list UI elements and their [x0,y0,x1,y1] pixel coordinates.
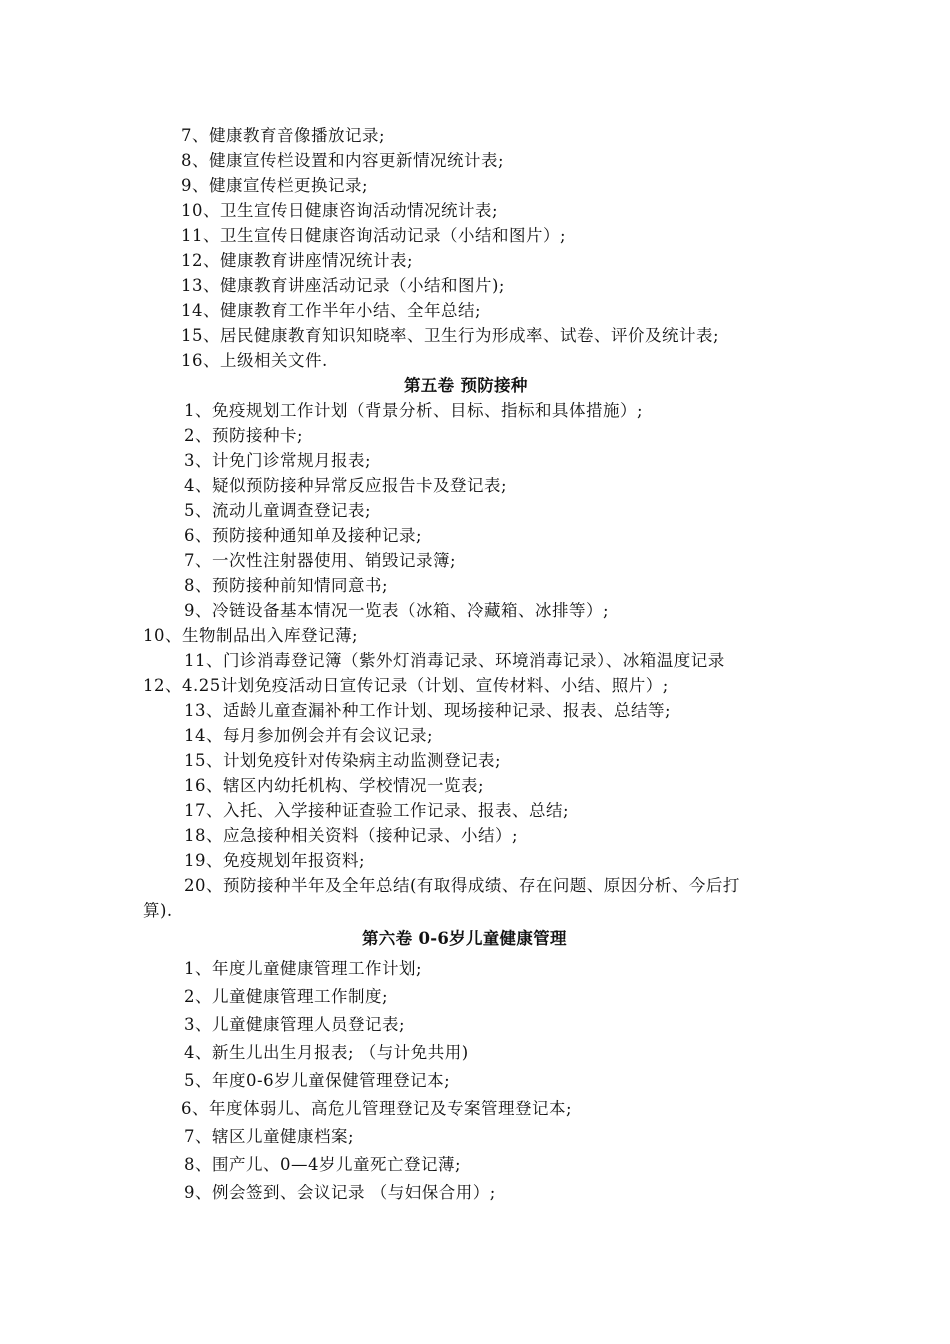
list-item: 5、年度0-6岁儿童保健管理登记本; [184,1071,451,1090]
list-item: 1、年度儿童健康管理工作计划; [184,959,423,978]
list-item: 10、生物制品出入库登记薄; [143,626,359,645]
section-heading-vaccination: 第五卷 预防接种 [404,376,528,395]
list-item: 2、儿童健康管理工作制度; [184,987,389,1006]
list-item: 6、预防接种通知单及接种记录; [184,526,423,545]
list-item: 17、入托、入学接种证查验工作记录、报表、总结; [184,801,570,820]
list-item: 13、健康教育讲座活动记录（小结和图片); [181,276,505,295]
list-item: 4、疑似预防接种异常反应报告卡及登记表; [184,476,508,495]
list-item: 3、计免门诊常规月报表; [184,451,372,470]
list-item: 4、新生儿出生月报表; （与计免共用) [184,1043,469,1062]
list-item: 12、健康教育讲座情况统计表; [181,251,414,270]
list-item: 9、冷链设备基本情况一览表（冰箱、冷藏箱、冰排等）; [184,601,610,620]
list-item: 15、计划免疫针对传染病主动监测登记表; [184,751,502,770]
list-item: 5、流动儿童调查登记表; [184,501,372,520]
list-item: 8、健康宣传栏设置和内容更新情况统计表; [181,151,505,170]
list-item: 18、应急接种相关资料（接种记录、小结）; [184,826,519,845]
list-item: 14、健康教育工作半年小结、全年总结; [181,301,482,320]
list-item: 16、辖区内幼托机构、学校情况一览表; [184,776,485,795]
list-item: 7、辖区儿童健康档案; [184,1127,355,1146]
list-item: 8、围产儿、0—4岁儿童死亡登记薄; [184,1155,462,1174]
list-item: 15、居民健康教育知识知晓率、卫生行为形成率、试卷、评价及统计表; [181,326,720,345]
list-item: 9、例会签到、会议记录 （与妇保合用）; [184,1183,496,1202]
list-item: 19、免疫规划年报资料; [184,851,366,870]
list-item: 14、每月参加例会并有会议记录; [184,726,434,745]
list-item: 20、预防接种半年及全年总结(有取得成绩、存在问题、原因分析、今后打 [184,876,740,895]
list-item: 1、免疫规划工作计划（背景分析、目标、指标和具体措施）; [184,401,644,420]
list-item: 8、预防接种前知情同意书; [184,576,389,595]
list-item: 3、儿童健康管理人员登记表; [184,1015,406,1034]
list-item: 2、预防接种卡; [184,426,304,445]
list-item: 11、卫生宣传日健康咨询活动记录（小结和图片）; [181,226,567,245]
list-item-continuation: 算). [143,901,173,920]
list-item: 11、门诊消毒登记簿（紫外灯消毒记录、环境消毒记录）、冰箱温度记录 [184,651,725,670]
section-heading-child-health: 第六卷 0-6岁儿童健康管理 [362,929,567,948]
list-item: 9、健康宣传栏更换记录; [181,176,369,195]
list-item: 16、上级相关文件. [181,351,328,370]
list-item: 6、年度体弱儿、高危儿管理登记及专案管理登记本; [181,1099,573,1118]
list-item: 7、一次性注射器使用、销毁记录簿; [184,551,457,570]
list-item: 10、卫生宣传日健康咨询活动情况统计表; [181,201,499,220]
list-item: 13、适龄儿童查漏补种工作计划、现场接种记录、报表、总结等; [184,701,672,720]
list-item: 7、健康教育音像播放记录; [181,126,386,145]
list-item: 12、4.25计划免疫活动日宣传记录（计划、宣传材料、小结、照片）; [143,676,669,695]
